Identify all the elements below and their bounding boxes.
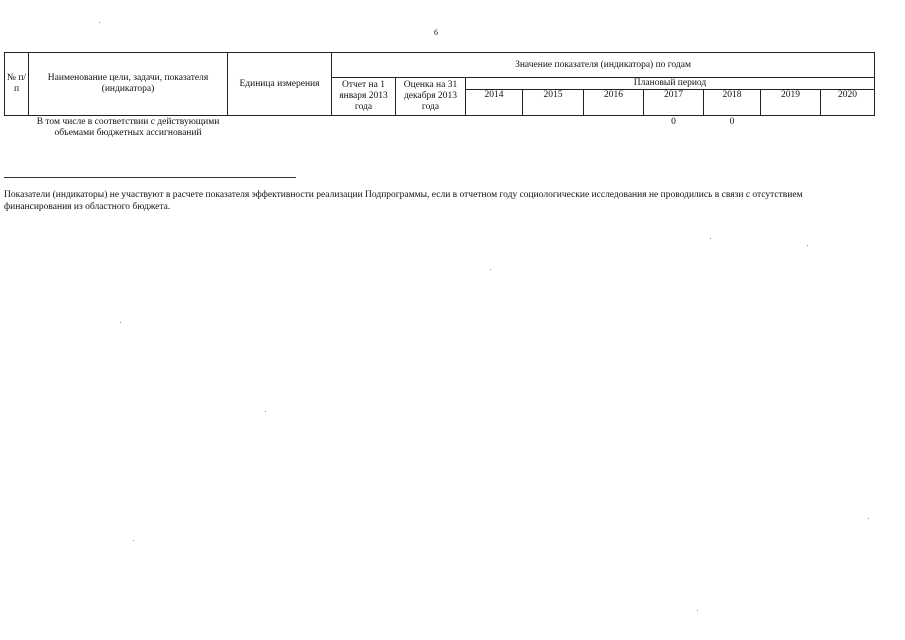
header-year-2014: 2014 [466, 90, 523, 116]
scan-speck [99, 22, 100, 23]
scan-speck [265, 411, 266, 412]
page-number: 6 [434, 28, 438, 37]
row-value-2018: 0 [729, 117, 735, 127]
scan-speck [697, 610, 698, 611]
row-value-2015 [523, 116, 584, 142]
header-planning-period: Плановый период [466, 78, 875, 90]
indicators-table [4, 52, 875, 141]
row-value-2017: 0 [671, 117, 676, 127]
header-year-2018: 2018 [704, 90, 761, 116]
scan-speck [120, 322, 121, 323]
header-unit: Единица измерения [228, 53, 332, 116]
row-unit [228, 116, 332, 142]
header-estimate: Оценка на 31 декабря 2013 года [396, 78, 466, 116]
row-value-2016 [584, 116, 644, 142]
header-year-2015: 2015 [523, 90, 584, 116]
header-values-by-year: Значение показателя (индикатора) по годам [332, 53, 875, 78]
footnote: Показатели (индикаторы) не участвуют в расчете показателя эффективности реализации Подпрограммы, если в отчетном году социологические исследования не проводились в связи с отсутствием финансирования из областного бюджета. [4, 190, 803, 212]
header-num: № п/п [5, 53, 29, 116]
scan-speck [710, 238, 711, 239]
scan-speck [490, 269, 491, 270]
row-value-2020 [821, 116, 875, 142]
row-estimate [396, 116, 466, 142]
header-report: Отчет на 1 января 2013 года [332, 78, 396, 116]
header-year-2020: 2020 [821, 90, 875, 116]
scan-speck [868, 518, 869, 519]
scan-speck [807, 245, 808, 246]
scan-speck [133, 540, 134, 541]
header-year-2017: 2017 [644, 90, 704, 116]
row-num [5, 116, 29, 142]
row-report [332, 116, 396, 142]
table-row [5, 116, 875, 142]
header-name: Наименование цели, задачи, показателя (индикатора) [29, 53, 228, 116]
header-year-2016: 2016 [584, 90, 644, 116]
row-name: В том числе в соответствии с действующими объемами бюджетных ассигнований [36, 117, 220, 138]
footnote-divider [4, 177, 296, 178]
header-year-2019: 2019 [761, 90, 821, 116]
row-value-2019 [761, 116, 821, 142]
row-value-2014 [466, 116, 523, 142]
